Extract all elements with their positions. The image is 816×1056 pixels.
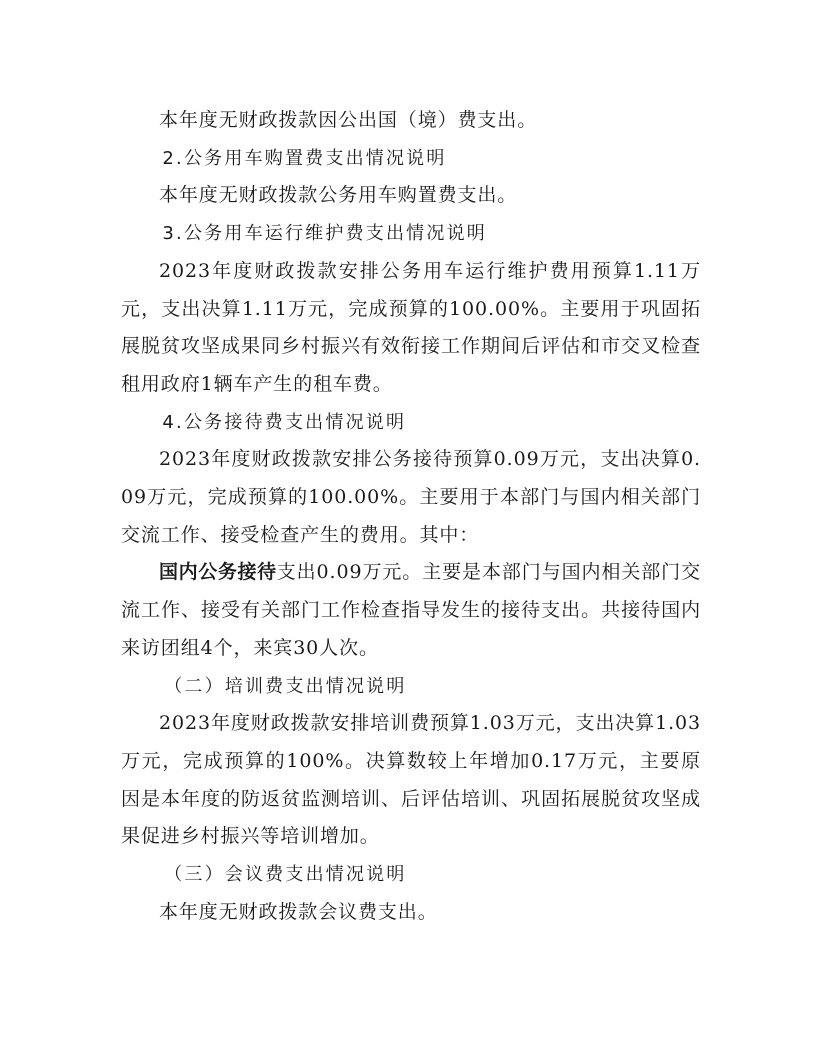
document-body: [121, 102, 701, 931]
paragraph-training-fees: 2023年度财政拨款安排培训费预算1.03万元，支出决算1.03万元，完成预算的100%。决算数较上年增加0.17万元，主要原因是本年度的防返贫监测培训、后评估培训、巩固拓展脱贫攻坚成果促进乡村振兴等培训增加。: [121, 712, 701, 848]
paragraph-official-reception: 2023年度财政拨款安排公务接待预算0.09万元，支出决算0.09万元，完成预算的100.00%。主要用于本部门与国内相关部门交流工作、接受检查产生的费用。其中：: [121, 448, 701, 546]
heading-official-reception: 4.公务接待费支出情况说明: [162, 411, 407, 433]
heading-training-fees: （二）培训费支出情况说明: [164, 675, 407, 697]
heading-meeting-fees: （三）会议费支出情况说明: [164, 864, 407, 886]
paragraph-vehicle-maintenance: 2023年度财政拨款安排公务用车运行维护费用预算1.11万元，支出决算1.11万元，完成预算的100.00%。主要用于巩固拓展脱贫攻坚成果同乡村振兴有效衔接工作期间后评估和市交叉检查租用政府1辆车产生的租车费。: [121, 259, 701, 395]
heading-vehicle-maintenance: 3.公务用车运行维护费支出情况说明: [162, 223, 487, 245]
domestic-reception-label: 国内公务接待: [159, 561, 277, 584]
paragraph-vehicle-purchase: 本年度无财政拨款公务用车购置费支出。: [159, 184, 518, 207]
domestic-reception-text: 支出0.09万元。主要是本部门与国内相关部门交流工作、接受有关部门工作检查指导发生的接待支出。共接待国内来访团组4个，来宾30人次。: [121, 561, 701, 659]
heading-vehicle-purchase: 2.公务用车购置费支出情况说明: [162, 147, 447, 169]
paragraph-domestic-reception: [121, 554, 701, 667]
paragraph-outbound-travel: 本年度无财政拨款因公出国（境）费支出。: [159, 109, 538, 131]
paragraph-meeting-fees: 本年度无财政拨款会议费支出。: [159, 900, 438, 923]
